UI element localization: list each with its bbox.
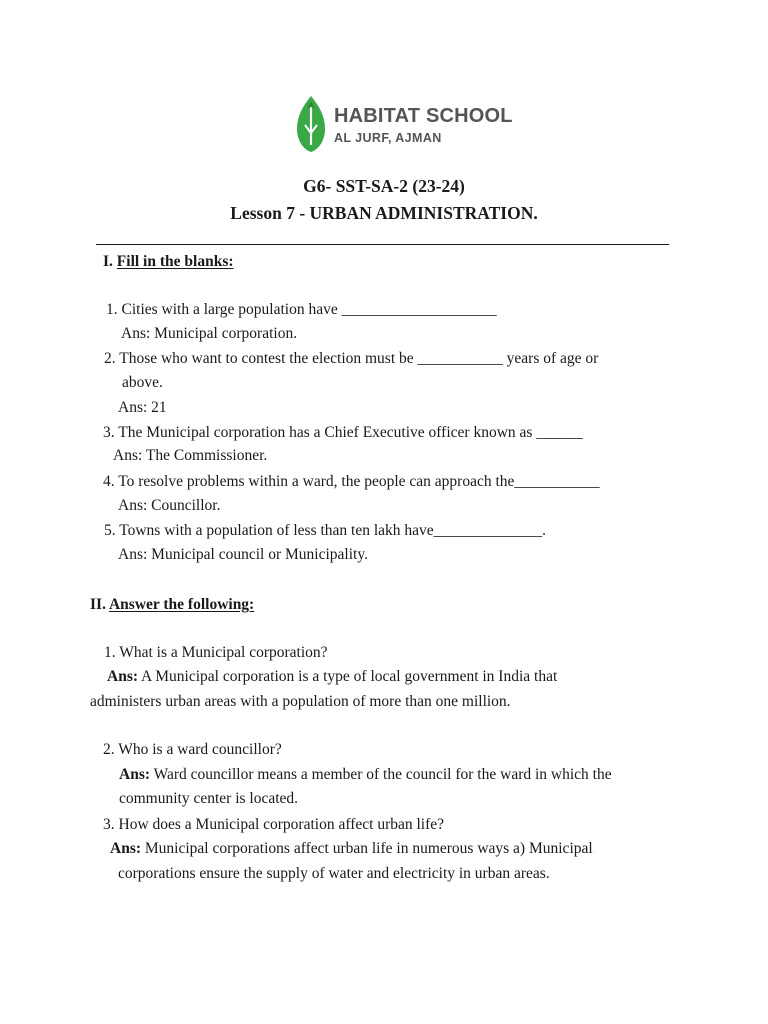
fill-answer-5: Ans: Municipal council or Municipality. <box>118 546 368 563</box>
logo-location: AL JURF, AJMAN <box>334 131 442 145</box>
fill-question-5: 5. Towns with a population of less than ten lakh have______________. <box>104 522 547 539</box>
answer-3-line1 <box>110 839 593 859</box>
answer-3-line2: corporations ensure the supply of water and electricity in urban areas. <box>118 865 550 882</box>
section1-heading-text: Fill in the blanks: <box>116 253 234 270</box>
section2-heading-text: Answer the following: <box>108 596 255 613</box>
section2-numeral: II. <box>90 596 106 613</box>
ans-label: Ans: <box>110 840 142 857</box>
logo-school-name: HABITAT SCHOOL <box>334 105 513 127</box>
section2-heading <box>90 595 254 615</box>
fill-question-4: 4. To resolve problems within a ward, the people can approach the___________ <box>103 473 600 490</box>
section1-heading <box>103 252 234 272</box>
leaf-logo-icon <box>296 95 326 153</box>
answer-2-text: Ward councillor means a member of the council for the ward in which the <box>150 766 612 783</box>
worksheet-title: G6- SST-SA-2 (23-24) <box>303 176 465 196</box>
answer-2-line1 <box>119 765 612 785</box>
answer-question-1: 1. What is a Municipal corporation? <box>104 644 328 661</box>
fill-question-2: 2. Those who want to contest the election must be ___________ years of age or <box>104 350 599 367</box>
fill-answer-4: Ans: Councillor. <box>118 497 221 514</box>
fill-question-3: 3. The Municipal corporation has a Chief Executive officer known as ______ <box>103 424 583 441</box>
fill-answer-3: Ans: The Commissioner. <box>113 447 268 464</box>
answer-3-text: Municipal corporations affect urban life in numerous ways a) Municipal <box>141 840 593 857</box>
answer-question-2: 2. Who is a ward councillor? <box>103 741 282 758</box>
lesson-title: Lesson 7 - URBAN ADMINISTRATION. <box>230 203 538 223</box>
answer-1-text: A Municipal corporation is a type of local government in India that <box>138 668 558 685</box>
fill-question-1: 1. Cities with a large population have ____________________ <box>106 301 497 318</box>
answer-2-line2: community center is located. <box>119 790 299 807</box>
ans-label: Ans: <box>107 668 139 685</box>
answer-1-line1 <box>107 667 557 687</box>
school-logo <box>296 95 513 153</box>
ans-label: Ans: <box>119 766 151 783</box>
fill-answer-2: Ans: 21 <box>118 399 167 416</box>
fill-question-2-cont: above. <box>122 374 163 391</box>
divider-line <box>96 244 669 245</box>
section1-numeral: I. <box>103 253 113 270</box>
fill-answer-1: Ans: Municipal corporation. <box>121 325 298 342</box>
answer-1-line2: administers urban areas with a population of more than one million. <box>90 693 511 710</box>
answer-question-3: 3. How does a Municipal corporation affect urban life? <box>103 816 445 833</box>
